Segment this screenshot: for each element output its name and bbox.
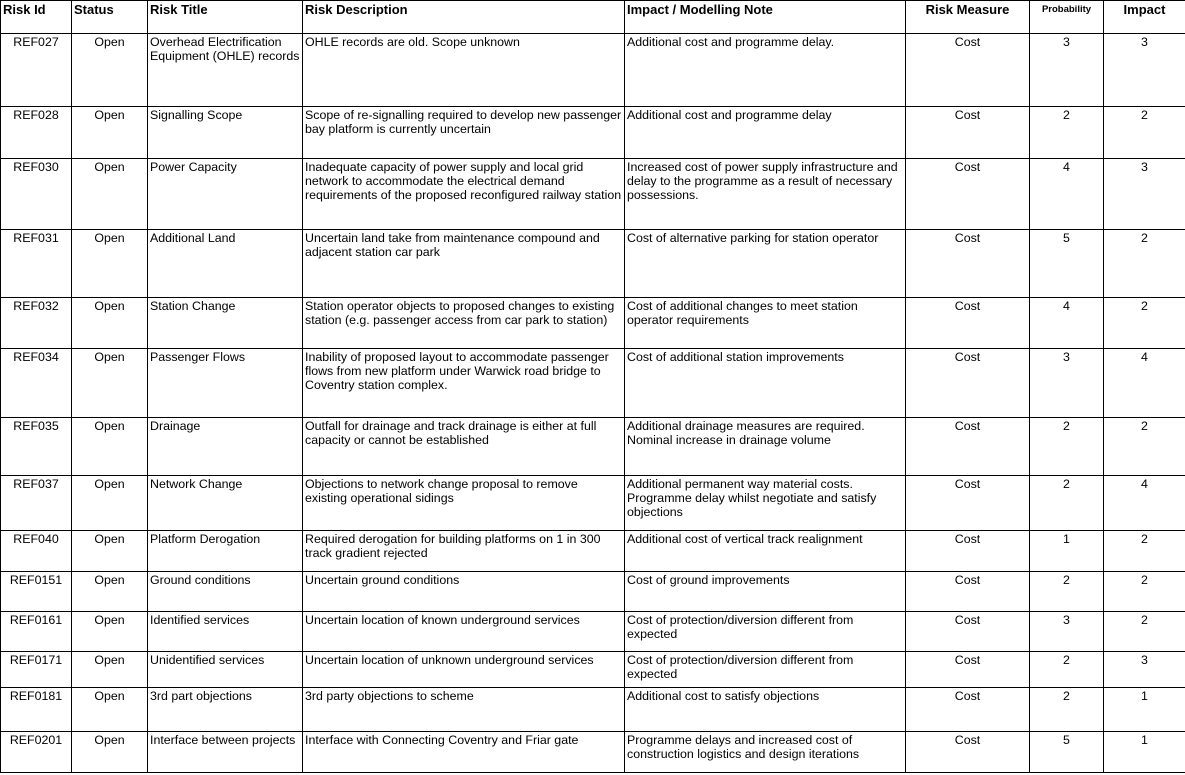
table-row (1, 531, 1185, 572)
risk-id-cell: REF035 (1, 418, 72, 476)
risk-id-cell: REF032 (1, 298, 72, 349)
impact-note-cell: Cost of protection/diversion different from expected (625, 652, 906, 688)
table-row (1, 652, 1185, 688)
header-probability: Probability (1030, 1, 1104, 34)
impact-note-cell: Cost of alternative parking for station operator (625, 230, 906, 298)
impact-note-cell: Programme delays and increased cost of construction logistics and design iterations (625, 732, 906, 773)
table-row (1, 732, 1185, 773)
risk-description-cell: Scope of re-signalling required to develop new passenger bay platform is currently uncertain (303, 107, 625, 159)
risk-title-cell: Interface between projects (148, 732, 303, 773)
risk-title-cell: Signalling Scope (148, 107, 303, 159)
risk-description-cell: Objections to network change proposal to remove existing operational sidings (303, 476, 625, 531)
table-row (1, 107, 1185, 159)
status-cell: Open (72, 688, 148, 732)
probability-cell: 3 (1030, 34, 1104, 107)
probability-cell: 5 (1030, 230, 1104, 298)
impact-note-cell: Cost of ground improvements (625, 572, 906, 612)
status-cell: Open (72, 34, 148, 107)
table-row (1, 349, 1185, 418)
risk-measure-cell: Cost (906, 298, 1030, 349)
risk-description-cell: 3rd party objections to scheme (303, 688, 625, 732)
risk-measure-cell: Cost (906, 476, 1030, 531)
header-risk-title: Risk Title (148, 1, 303, 34)
risk-measure-cell: Cost (906, 418, 1030, 476)
risk-description-cell: Required derogation for building platforms on 1 in 300 track gradient rejected (303, 531, 625, 572)
risk-id-cell: REF0151 (1, 572, 72, 612)
risk-description-cell: Interface with Connecting Coventry and Friar gate (303, 732, 625, 773)
header-risk-id: Risk Id (1, 1, 72, 34)
risk-description-cell: Outfall for drainage and track drainage is either at full capacity or cannot be established (303, 418, 625, 476)
probability-cell: 4 (1030, 159, 1104, 230)
impact-note-cell: Increased cost of power supply infrastructure and delay to the programme as a result of necessary possessions. (625, 159, 906, 230)
impact-cell: 2 (1104, 298, 1185, 349)
probability-cell: 2 (1030, 688, 1104, 732)
impact-note-cell: Additional cost and programme delay (625, 107, 906, 159)
impact-cell: 2 (1104, 230, 1185, 298)
status-cell: Open (72, 298, 148, 349)
impact-note-cell: Additional cost and programme delay. (625, 34, 906, 107)
impact-cell: 1 (1104, 732, 1185, 773)
risk-measure-cell: Cost (906, 107, 1030, 159)
table-row (1, 612, 1185, 652)
risk-description-cell: Uncertain location of known underground services (303, 612, 625, 652)
probability-cell: 2 (1030, 418, 1104, 476)
status-cell: Open (72, 349, 148, 418)
probability-cell: 5 (1030, 732, 1104, 773)
risk-title-cell: Additional Land (148, 230, 303, 298)
status-cell: Open (72, 612, 148, 652)
risk-title-cell: Power Capacity (148, 159, 303, 230)
risk-id-cell: REF030 (1, 159, 72, 230)
risk-title-cell: Identified services (148, 612, 303, 652)
risk-title-cell: Drainage (148, 418, 303, 476)
risk-title-cell: Overhead Electrification Equipment (OHLE) records (148, 34, 303, 107)
impact-note-cell: Additional cost of vertical track realignment (625, 531, 906, 572)
table-row (1, 418, 1185, 476)
risk-id-cell: REF040 (1, 531, 72, 572)
table-row (1, 230, 1185, 298)
risk-description-cell: OHLE records are old. Scope unknown (303, 34, 625, 107)
impact-cell: 2 (1104, 418, 1185, 476)
header-risk-measure: Risk Measure (906, 1, 1030, 34)
risk-description-cell: Uncertain location of unknown underground services (303, 652, 625, 688)
risk-id-cell: REF034 (1, 349, 72, 418)
probability-cell: 2 (1030, 107, 1104, 159)
probability-cell: 3 (1030, 349, 1104, 418)
risk-id-cell: REF027 (1, 34, 72, 107)
table-row (1, 34, 1185, 107)
header-impact-note: Impact / Modelling Note (625, 1, 906, 34)
risk-title-cell: Unidentified services (148, 652, 303, 688)
impact-note-cell: Cost of additional station improvements (625, 349, 906, 418)
status-cell: Open (72, 531, 148, 572)
probability-cell: 1 (1030, 531, 1104, 572)
risk-measure-cell: Cost (906, 159, 1030, 230)
impact-cell: 3 (1104, 34, 1185, 107)
impact-note-cell: Cost of protection/diversion different from expected (625, 612, 906, 652)
status-cell: Open (72, 230, 148, 298)
impact-note-cell: Cost of additional changes to meet station operator requirements (625, 298, 906, 349)
risk-measure-cell: Cost (906, 531, 1030, 572)
risk-measure-cell: Cost (906, 612, 1030, 652)
risk-id-cell: REF037 (1, 476, 72, 531)
table-row (1, 572, 1185, 612)
table-row (1, 688, 1185, 732)
table-row (1, 298, 1185, 349)
probability-cell: 4 (1030, 298, 1104, 349)
impact-cell: 2 (1104, 531, 1185, 572)
risk-id-cell: REF028 (1, 107, 72, 159)
risk-measure-cell: Cost (906, 688, 1030, 732)
status-cell: Open (72, 159, 148, 230)
risk-description-cell: Uncertain ground conditions (303, 572, 625, 612)
impact-cell: 4 (1104, 349, 1185, 418)
probability-cell: 3 (1030, 612, 1104, 652)
table-row (1, 476, 1185, 531)
risk-id-cell: REF0181 (1, 688, 72, 732)
impact-cell: 2 (1104, 107, 1185, 159)
impact-note-cell: Additional drainage measures are required. Nominal increase in drainage volume (625, 418, 906, 476)
status-cell: Open (72, 418, 148, 476)
impact-cell: 1 (1104, 688, 1185, 732)
risk-measure-cell: Cost (906, 34, 1030, 107)
risk-measure-cell: Cost (906, 230, 1030, 298)
header-status: Status (72, 1, 148, 34)
impact-cell: 2 (1104, 572, 1185, 612)
impact-cell: 3 (1104, 652, 1185, 688)
risk-title-cell: Station Change (148, 298, 303, 349)
risk-measure-cell: Cost (906, 349, 1030, 418)
risk-title-cell: Platform Derogation (148, 531, 303, 572)
table-row (1, 159, 1185, 230)
probability-cell: 2 (1030, 572, 1104, 612)
impact-cell: 4 (1104, 476, 1185, 531)
risk-id-cell: REF0171 (1, 652, 72, 688)
risk-title-cell: Ground conditions (148, 572, 303, 612)
impact-cell: 3 (1104, 159, 1185, 230)
status-cell: Open (72, 652, 148, 688)
risk-description-cell: Station operator objects to proposed changes to existing station (e.g. passenger access from car park to station) (303, 298, 625, 349)
probability-cell: 2 (1030, 476, 1104, 531)
impact-note-cell: Additional permanent way material costs. Programme delay whilst negotiate and satisfy objections (625, 476, 906, 531)
risk-description-cell: Inability of proposed layout to accommodate passenger flows from new platform under Warwick road bridge to Coventry station complex. (303, 349, 625, 418)
risk-title-cell: 3rd part objections (148, 688, 303, 732)
status-cell: Open (72, 572, 148, 612)
impact-note-cell: Additional cost to satisfy objections (625, 688, 906, 732)
risk-title-cell: Passenger Flows (148, 349, 303, 418)
risk-id-cell: REF0161 (1, 612, 72, 652)
header-risk-description: Risk Description (303, 1, 625, 34)
risk-measure-cell: Cost (906, 732, 1030, 773)
risk-measure-cell: Cost (906, 652, 1030, 688)
status-cell: Open (72, 732, 148, 773)
risk-description-cell: Uncertain land take from maintenance compound and adjacent station car park (303, 230, 625, 298)
risk-id-cell: REF0201 (1, 732, 72, 773)
header-impact: Impact (1104, 1, 1185, 34)
impact-cell: 2 (1104, 612, 1185, 652)
risk-measure-cell: Cost (906, 572, 1030, 612)
risk-title-cell: Network Change (148, 476, 303, 531)
status-cell: Open (72, 476, 148, 531)
probability-cell: 2 (1030, 652, 1104, 688)
status-cell: Open (72, 107, 148, 159)
risk-description-cell: Inadequate capacity of power supply and local grid network to accommodate the electrical demand requirements of the proposed reconfigured railway station (303, 159, 625, 230)
header-row (1, 1, 1185, 34)
risk-id-cell: REF031 (1, 230, 72, 298)
